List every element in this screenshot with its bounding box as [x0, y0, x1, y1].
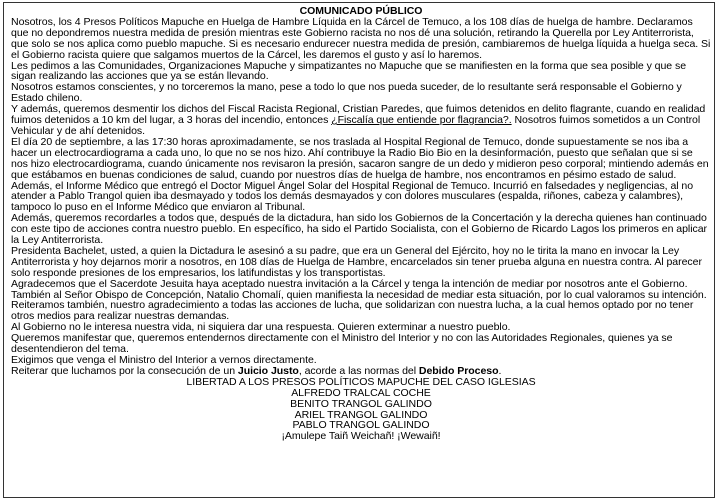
paragraph-text: Reiterar que luchamos por la consecución de un	[11, 364, 238, 377]
paragraph-text: Y además, queremos desmentir los dichos del Fiscal Racista Regional, Cristian Paredes, que fuimos detenidos en delito flagrante, cuando en realidad fuimos detenidos a 10 km del lugar, a 3 horas del incendio, entonces	[11, 103, 706, 127]
paragraph-text: Nosotros fuimos sometidos a un Control Vehicular y de ahí detenidos.	[11, 114, 701, 137]
paragraph-responsibility: Nosotros estamos conscientes, y no torceremos la mano, pese a todo lo que nos pueda suceder, de lo resultante será responsable el Gobierno y Estado chileno.	[11, 81, 682, 105]
paragraph-solidarity-thanks: Reiteramos también, nuestro agradecimiento a todas las acciones de lucha, que solidarizan con nuestra lucha, a la cual hemos optado por no tener otros medios para realizar nuestras demandas.	[11, 299, 694, 323]
paragraph-text: .	[498, 364, 502, 377]
document-frame	[3, 2, 715, 498]
press-release	[11, 6, 711, 442]
paragraph-text: , acorde a las normas del	[298, 364, 419, 377]
signatory-name: ALFREDO TRALCAL COCHE	[291, 386, 431, 399]
paragraph-government: Al Gobierno no le interesa nuestra vida, ni siquiera dar una respuesta. Quieren exterminar a nuestro pueblo.	[11, 321, 511, 334]
signatory-name: BENITO TRANGOL GALINDO	[290, 397, 432, 410]
signatory-name: PABLO TRANGOL GALINDO	[292, 419, 430, 432]
paragraph-demand-minister: Exigimos que venga el Ministro del Interior a vernos directamente.	[11, 354, 317, 366]
paragraph-hospital-transfer: El día 20 de septiembre, a las 17:30 horas aproximadamente, se nos traslada al Hospital Regional de Temuco, donde supuestamente se nos iba a hacer un electrocardiograma a cada uno, lo que no se nos hizo. Ahí contribuye la Radio Bio Bio en la desinformación, puesto que señalan que si se nos hizo electrocardiograma, cuando únicamente nos revisaron la presión, sacaron sangre de un dedo y midieron peso corporal; mintiendo además en que estábamos en buenas condiciones de salud, cuando por nuestros días de huelga de hambre, nos encontramos en pésimo estado de salud. Además, el Informe Médico que entregó el Doctor Miguel Ángel Solar del Hospital Regional de Temuco. Incurrió en falsedades y negligencias, al no atender a Pablo Trangol quien iba desmayado y todos los demás desmayados y con dolores musculares (espalda, riñones, cabeza y calambres), tampoco lo puso en el Informe Médico que enviaron al Tribunal.	[11, 135, 709, 214]
paragraph-interior-minister: Queremos manifestar que, queremos entendernos directamente con el Ministro del Interior y no con las Autoridades Regionales, quienes ya se desentendieron del tema.	[11, 332, 673, 356]
paragraph-prosecutor-denial	[11, 104, 711, 137]
paragraph-hunger-strike: Nosotros, los 4 Presos Políticos Mapuche en Huelga de Hambre Líquida en la Cárcel de Temuco, a los 108 días de huelga de hambre. Declaramos que no depondremos nuestra medida de presión mientras este Gobierno racista no nos dé una solución, retirando la Querella por Ley Antiterrorista, que solo se nos aplica como pueblo mapuche. Si es necesario endurecer nuestra medida de presión, cambiaremos de huelga líquida a huelga seca. Si el Gobierno racista quiere que salgamos muertos de la Cárcel, les daremos el gusto y así lo haremos.	[11, 15, 711, 61]
document-title: COMUNICADO PÚBLICO	[299, 5, 423, 17]
signature-block	[11, 377, 711, 442]
paragraph-concertacion: Además, queremos recordarles a todos que, después de la dictadura, han sido los Gobiernos de la Concertación y la derecha quienes han continuado con este tipo de acciones contra nuestro pueblo. En específico, ha sido el Partido Socialista, con el Gobierno de Ricardo Lagos los primeros en aplicar la Ley Antiterrorista.	[11, 212, 707, 247]
paragraph-call-to-communities: Les pedimos a las Comunidades, Organizaciones Mapuche y simpatizantes no Mapuche que se manifiesten en la forma que sea posible y que se sigan realizando las acciones que ya se están llevando.	[11, 59, 687, 83]
signatory-name: ARIEL TRANGOL GALINDO	[294, 408, 428, 421]
slogan-freedom: LIBERTAD A LOS PRESOS POLÍTICOS MAPUCHE DEL CASO IGLESIAS	[186, 375, 536, 388]
paragraph-bachelet: Presidenta Bachelet, usted, a quien la Dictadura le asesinó a su padre, que era un General del Ejército, hoy no le tirita la mano en invocar la Ley Antiterrorista y hoy dejarnos morir a nosotros, en 108 días de Huelga de Hambre, encarcelados sin tener prueba alguna en nuestra contra. Al parecer solo responde presiones de los empresarios, los latifundistas y los transportistas.	[11, 244, 702, 279]
paragraph-bishop: También al Señor Obispo de Concepción, Natalio Chomalí, quien manifiesta la necesidad de mediar esta situación, por lo cual valoramos su intención.	[11, 288, 707, 301]
paragraph-jesuit-thanks: Agradecemos que el Sacerdote Jesuita haya aceptado nuestra invitación a la Cárcel y tenga la intención de mediar por nosotros ante el Gobierno.	[11, 277, 688, 290]
closing-slogan: ¡Amulepe Taiñ Weichañ! ¡Wewaiñ!	[281, 430, 441, 443]
due-process-term: Debido Proceso	[418, 364, 499, 377]
flagrancy-question: ¿Fiscalía que entiende por flagrancia?.	[331, 114, 512, 127]
fair-trial-term: Juicio Justo	[237, 364, 299, 377]
